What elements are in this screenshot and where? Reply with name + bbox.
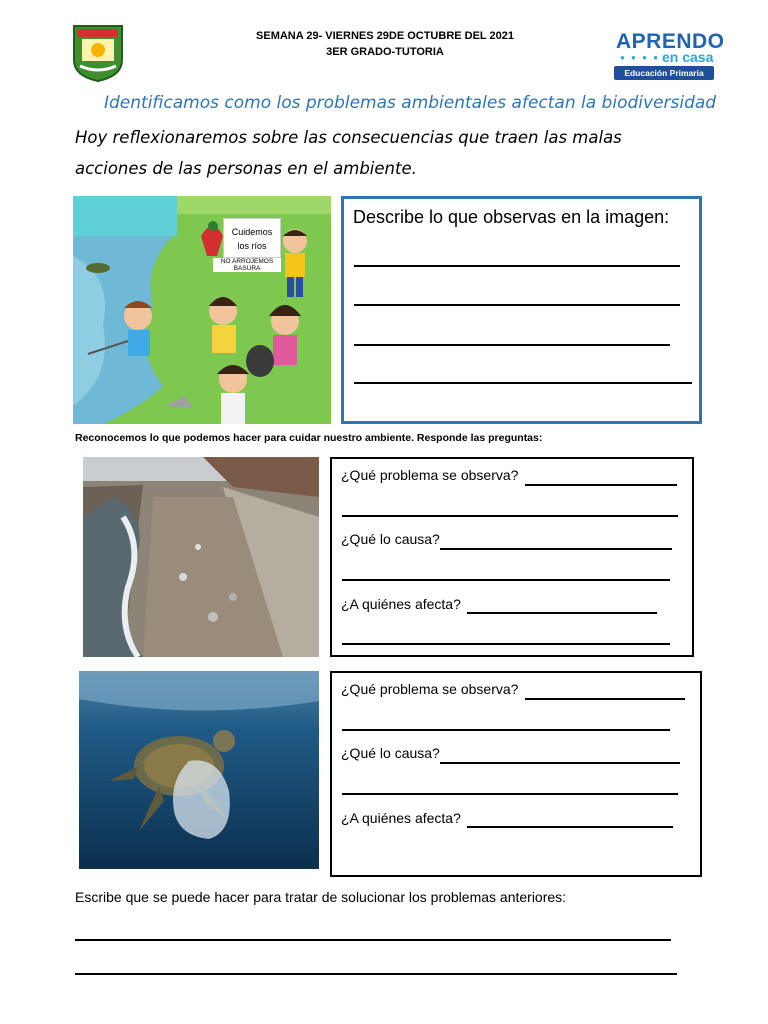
- describe-prompt: Describe lo que observas en la imagen:: [353, 207, 670, 227]
- answer-line[interactable]: [342, 793, 678, 795]
- sign-line-2: los ríos: [237, 241, 267, 251]
- polluted-river-photo: [83, 457, 319, 657]
- answer-line[interactable]: [342, 729, 670, 731]
- question-affected: ¿A quiénes afecta?: [341, 596, 461, 612]
- question-problem: ¿Qué problema se observa?: [341, 467, 519, 483]
- page-title: Identificamos como los problemas ambientales afectan la biodiversidad: [104, 93, 717, 113]
- turtle-plastic-bag-photo: [79, 671, 319, 869]
- answer-line[interactable]: [342, 515, 678, 517]
- questions-box-1: [330, 457, 694, 657]
- question-cause: ¿Qué lo causa?: [341, 745, 440, 761]
- aprendo-en-casa-logo: [612, 30, 725, 86]
- logo-badge: Educación Primaria: [614, 66, 714, 80]
- sign-line-1: Cuidemos: [231, 227, 273, 237]
- header-week-date: SEMANA 29- VIERNES 29DE OCTUBRE DEL 2021: [256, 30, 514, 42]
- school-crest: [72, 24, 124, 82]
- answer-line[interactable]: [75, 973, 677, 975]
- answer-line[interactable]: [467, 612, 657, 614]
- logo-aprendo-text: APRENDO: [616, 30, 725, 53]
- answer-line[interactable]: [342, 579, 670, 581]
- question-cause: ¿Qué lo causa?: [341, 531, 440, 547]
- intro-paragraph: Hoy reflexionaremos sobre las consecuencias que traen las malas acciones de las personas en el ambiente.: [75, 128, 622, 178]
- header-grade: 3ER GRADO-TUTORIA: [326, 46, 444, 58]
- logo-en-casa-text: en casa: [662, 49, 714, 65]
- describe-image-box: [341, 196, 702, 424]
- answer-line[interactable]: [354, 344, 670, 346]
- answer-line[interactable]: [525, 484, 677, 486]
- answer-line[interactable]: [75, 939, 671, 941]
- answer-line[interactable]: [342, 643, 670, 645]
- questions-box-2: [330, 671, 702, 877]
- answer-line[interactable]: [354, 382, 692, 384]
- header: [200, 28, 570, 60]
- kids-cleaning-river-illustration: [73, 196, 331, 424]
- answer-line[interactable]: [354, 265, 680, 267]
- answer-line[interactable]: [440, 548, 672, 550]
- logo-dots: ● ● ● ●: [620, 53, 660, 62]
- answer-line[interactable]: [525, 698, 685, 700]
- answer-line[interactable]: [467, 826, 673, 828]
- river-care-sign: [223, 218, 281, 258]
- question-problem: ¿Qué problema se observa?: [341, 681, 519, 697]
- question-affected: ¿A quiénes afecta?: [341, 810, 461, 826]
- answer-line[interactable]: [354, 304, 680, 306]
- no-litter-sign: NO ARROJEMOS BASURA: [213, 258, 281, 272]
- solutions-prompt: Escribe que se puede hacer para tratar de solucionar los problemas anteriores:: [75, 889, 567, 905]
- answer-line[interactable]: [440, 762, 680, 764]
- section-instructions: Reconocemos lo que podemos hacer para cuidar nuestro ambiente. Responde las preguntas:: [75, 432, 543, 444]
